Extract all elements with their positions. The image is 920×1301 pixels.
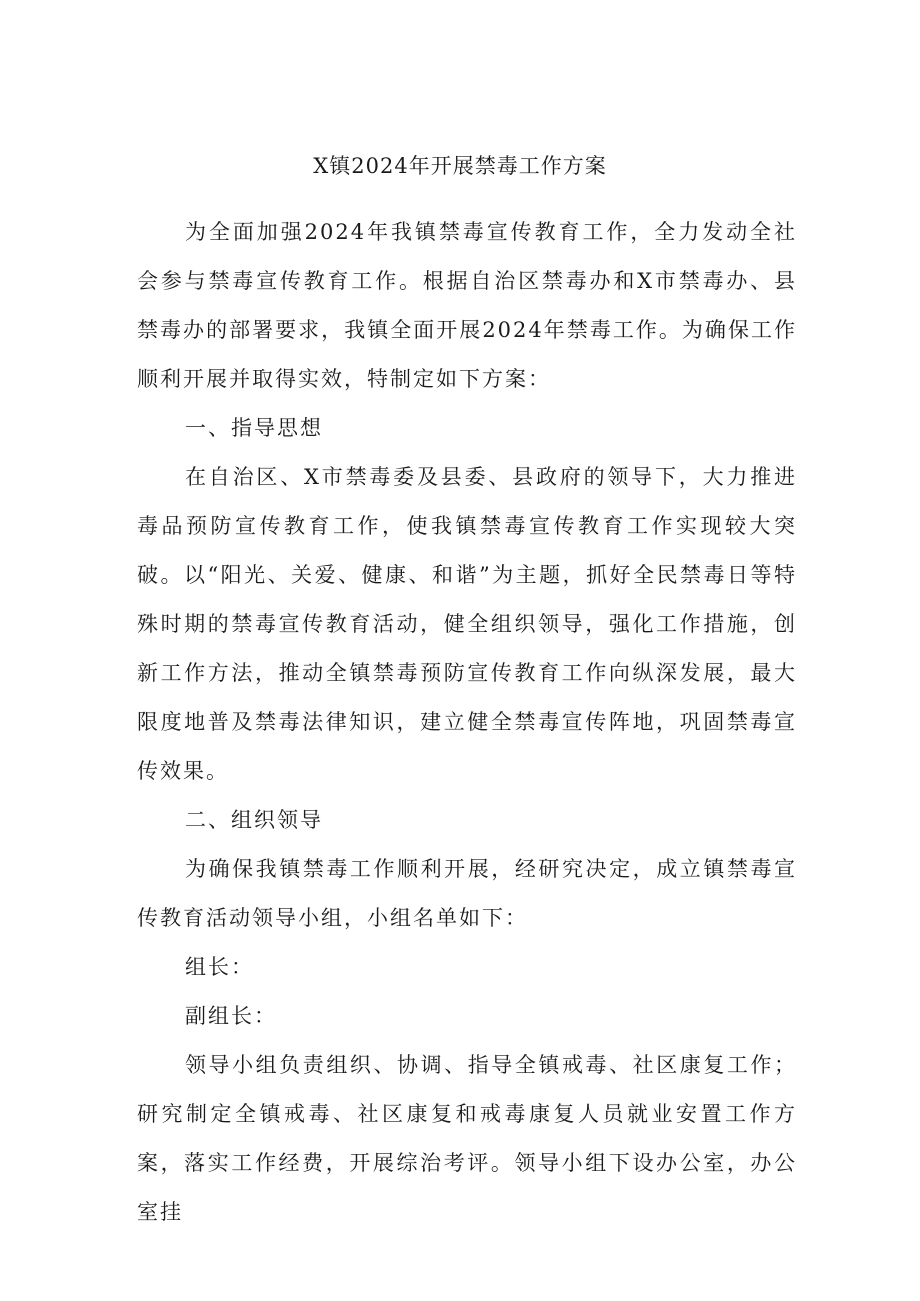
duties-paragraph: 领导小组负责组织、协调、指导全镇戒毒、社区康复工作；研究制定全镇戒毒、社区康复和戒毒康复人员就业安置工作方案，落实工作经费，开展综治考评。领导小组下设办公室，办公室挂	[137, 1053, 797, 1224]
document-body	[137, 208, 797, 1237]
intro-paragraph: 为全面加强2024年我镇禁毒宣传教育工作，全力发动全社会参与禁毒宣传教育工作。根据自治区禁毒办和X市禁毒办、县禁毒办的部署要求，我镇全面开展2024年禁毒工作。为确保工作顺利开展并取得实效，特制定如下方案：	[137, 220, 797, 391]
leader-label: 组长：	[185, 955, 254, 979]
section-heading-organization: 二、组织领导	[185, 808, 323, 832]
deputy-leader-label: 副组长：	[185, 1004, 277, 1028]
document-title: X镇2024年开展禁毒工作方案	[313, 154, 607, 178]
section-paragraph-guiding-ideology: 在自治区、X市禁毒委及县委、县政府的领导下，大力推进毒品预防宣传教育工作，使我镇禁毒宣传教育工作实现较大突破。以“阳光、关爱、健康、和谐”为主题，抓好全民禁毒日等特殊时期的禁毒宣传教育活动，健全组织领导，强化工作措施，创新工作方法，推动全镇禁毒预防宣传教育工作向纵深发展，最大限度地普及禁毒法律知识，建立健全禁毒宣传阵地，巩固禁毒宣传效果。	[137, 465, 797, 783]
section-heading-guiding-ideology: 一、指导思想	[185, 416, 323, 440]
section-paragraph-organization: 为确保我镇禁毒工作顺利开展，经研究决定，成立镇禁毒宣传教育活动领导小组，小组名单如下：	[137, 857, 797, 930]
